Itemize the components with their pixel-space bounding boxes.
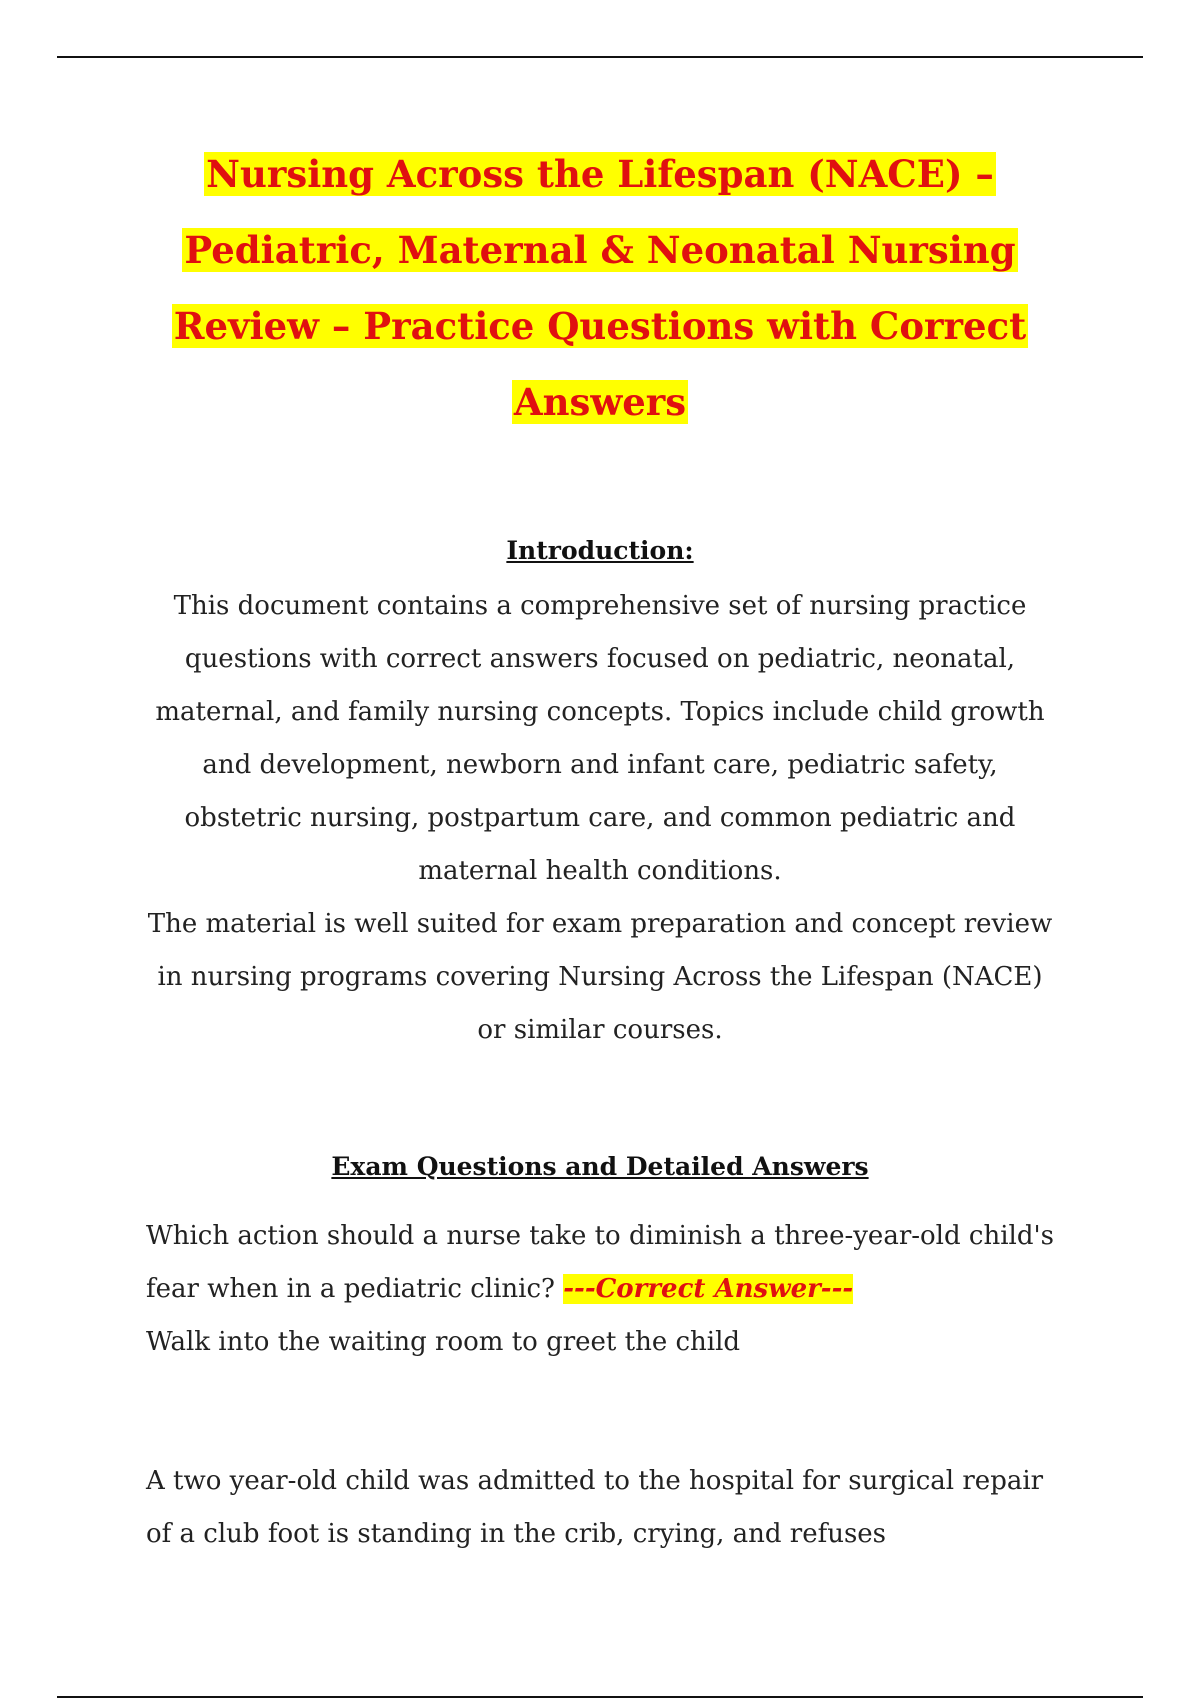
question-1 [146,1210,1066,1369]
question-2 [146,1455,1066,1561]
introduction-paragraph-2: The material is well suited for exam preparation and concept review in nursing programs covering Nursing Across the Lifespan (NACE) or similar courses. [147,909,1053,1045]
correct-answer-marker: ---Correct Answer--- [563,1274,854,1304]
question-1-answer: Walk into the waiting room to greet the child [146,1327,741,1357]
introduction-heading: Introduction: [506,536,694,565]
title-line-4: Answers [513,380,687,424]
top-rule [57,56,1143,58]
introduction-body [140,580,1060,1057]
document-title [100,136,1100,440]
title-line-1: Nursing Across the Lifespan (NACE) – [206,152,994,196]
question-1-text: Which action should a nurse take to diminish a three-year-old child's fear when in a pediatric clinic? [146,1221,1054,1304]
introduction-paragraph-1: This document contains a comprehensive set of nursing practice questions with correct answers focused on pediatric, neonatal, maternal, and family nursing concepts. Topics include child growth and development, newborn and infant care, pediatric safety, obstetric nursing, postpartum care, and common pediatric and maternal health conditions. [155,591,1045,886]
title-line-2: Pediatric, Maternal & Neonatal Nursing [184,228,1016,272]
exam-heading: Exam Questions and Detailed Answers [331,1152,869,1181]
title-line-3: Review – Practice Questions with Correct [173,304,1027,348]
bottom-rule [57,1696,1143,1698]
question-2-text: A two year-old child was admitted to the hospital for surgical repair of a club foot is standing in the crib, crying, and refuses [146,1466,1044,1549]
